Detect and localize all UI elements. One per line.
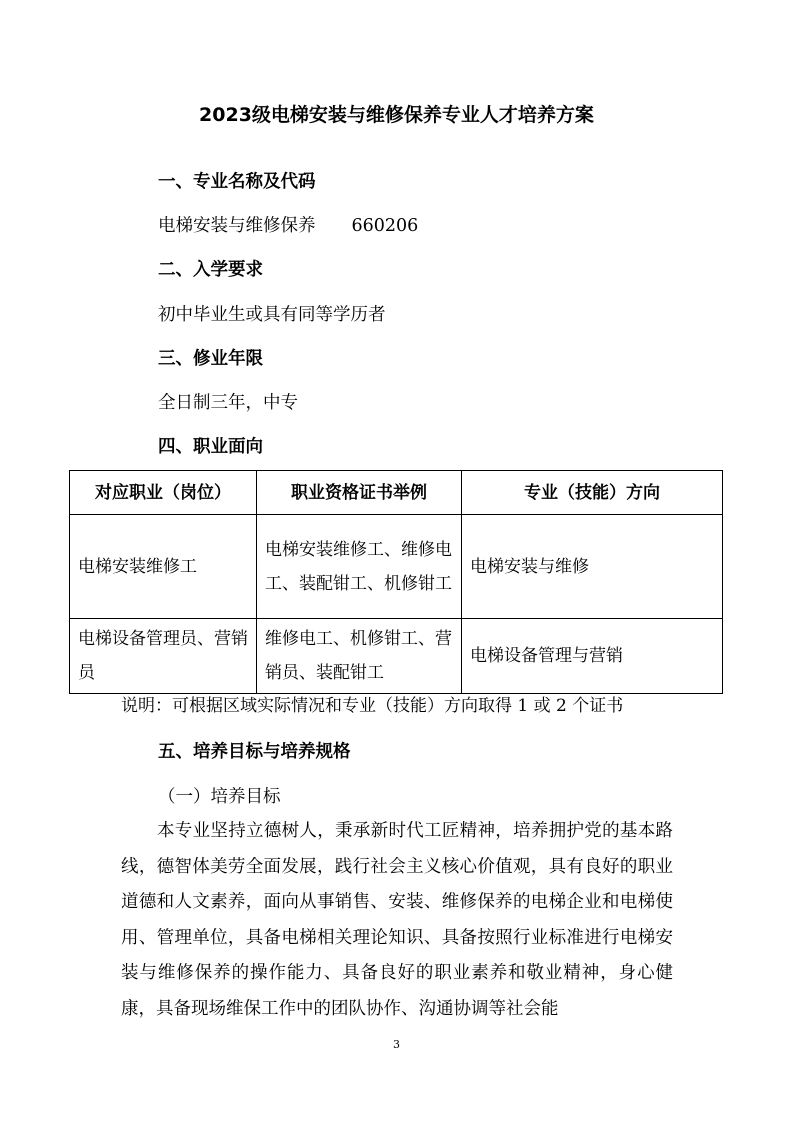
table-note: 说明：可根据区域实际情况和专业（技能）方向取得 1 或 2 个证书 — [121, 696, 624, 716]
study-duration: 全日制三年，中专 — [158, 393, 298, 413]
table-cell: 电梯设备管理与营销 — [462, 619, 723, 694]
table-header-cell: 专业（技能）方向 — [462, 471, 723, 515]
document-title: 2023级电梯安装与维修保养专业人才培养方案 — [199, 104, 594, 126]
table-row — [70, 619, 723, 694]
table-cell: 电梯设备管理员、营销员 — [70, 619, 257, 694]
section-heading-admission: 二、入学要求 — [158, 260, 263, 280]
table-cell: 电梯安装与维修 — [462, 515, 723, 619]
major-code: 660206 — [351, 216, 419, 236]
subsection-heading: （一）培养目标 — [158, 787, 281, 807]
table-cell: 维修电工、机修钳工、营销员、装配钳工 — [257, 619, 462, 694]
major-name: 电梯安装与维修保养 — [158, 216, 316, 236]
table-header-cell: 对应职业（岗位） — [70, 471, 257, 515]
table-cell: 电梯安装维修工 — [70, 515, 257, 619]
section-heading-training-goals: 五、培养目标与培养规格 — [158, 742, 351, 762]
table-row — [70, 515, 723, 619]
admission-requirement: 初中毕业生或具有同等学历者 — [158, 305, 386, 325]
section-heading-duration: 三、修业年限 — [158, 349, 263, 369]
training-goal-paragraph: 本专业坚持立德树人，秉承新时代工匠精神，培养拥护党的基本路线，德智体美劳全面发展，践行社会主义核心价值观，具有良好的职业道德和人文素养，面向从事销售、安装、维修保养的电梯企业和电梯使用、管理单位，具备电梯相关理论知识、具备按照行业标准进行电梯安装与维修保养的操作能力、具备良好的职业素养和敬业精神，身心健康，具备现场维保工作中的团队协作、沟通协调等社会能 — [121, 821, 673, 1019]
page-number: 3 — [393, 1038, 400, 1051]
section-heading-major-name: 一、专业名称及代码 — [158, 172, 316, 192]
table-cell: 电梯安装维修工、维修电工、装配钳工、机修钳工 — [257, 515, 462, 619]
section-heading-career: 四、职业面向 — [158, 437, 263, 457]
major-name-line — [158, 212, 418, 240]
table-header-row — [70, 471, 723, 515]
table-header-cell: 职业资格证书举例 — [257, 471, 462, 515]
career-table — [69, 470, 723, 694]
